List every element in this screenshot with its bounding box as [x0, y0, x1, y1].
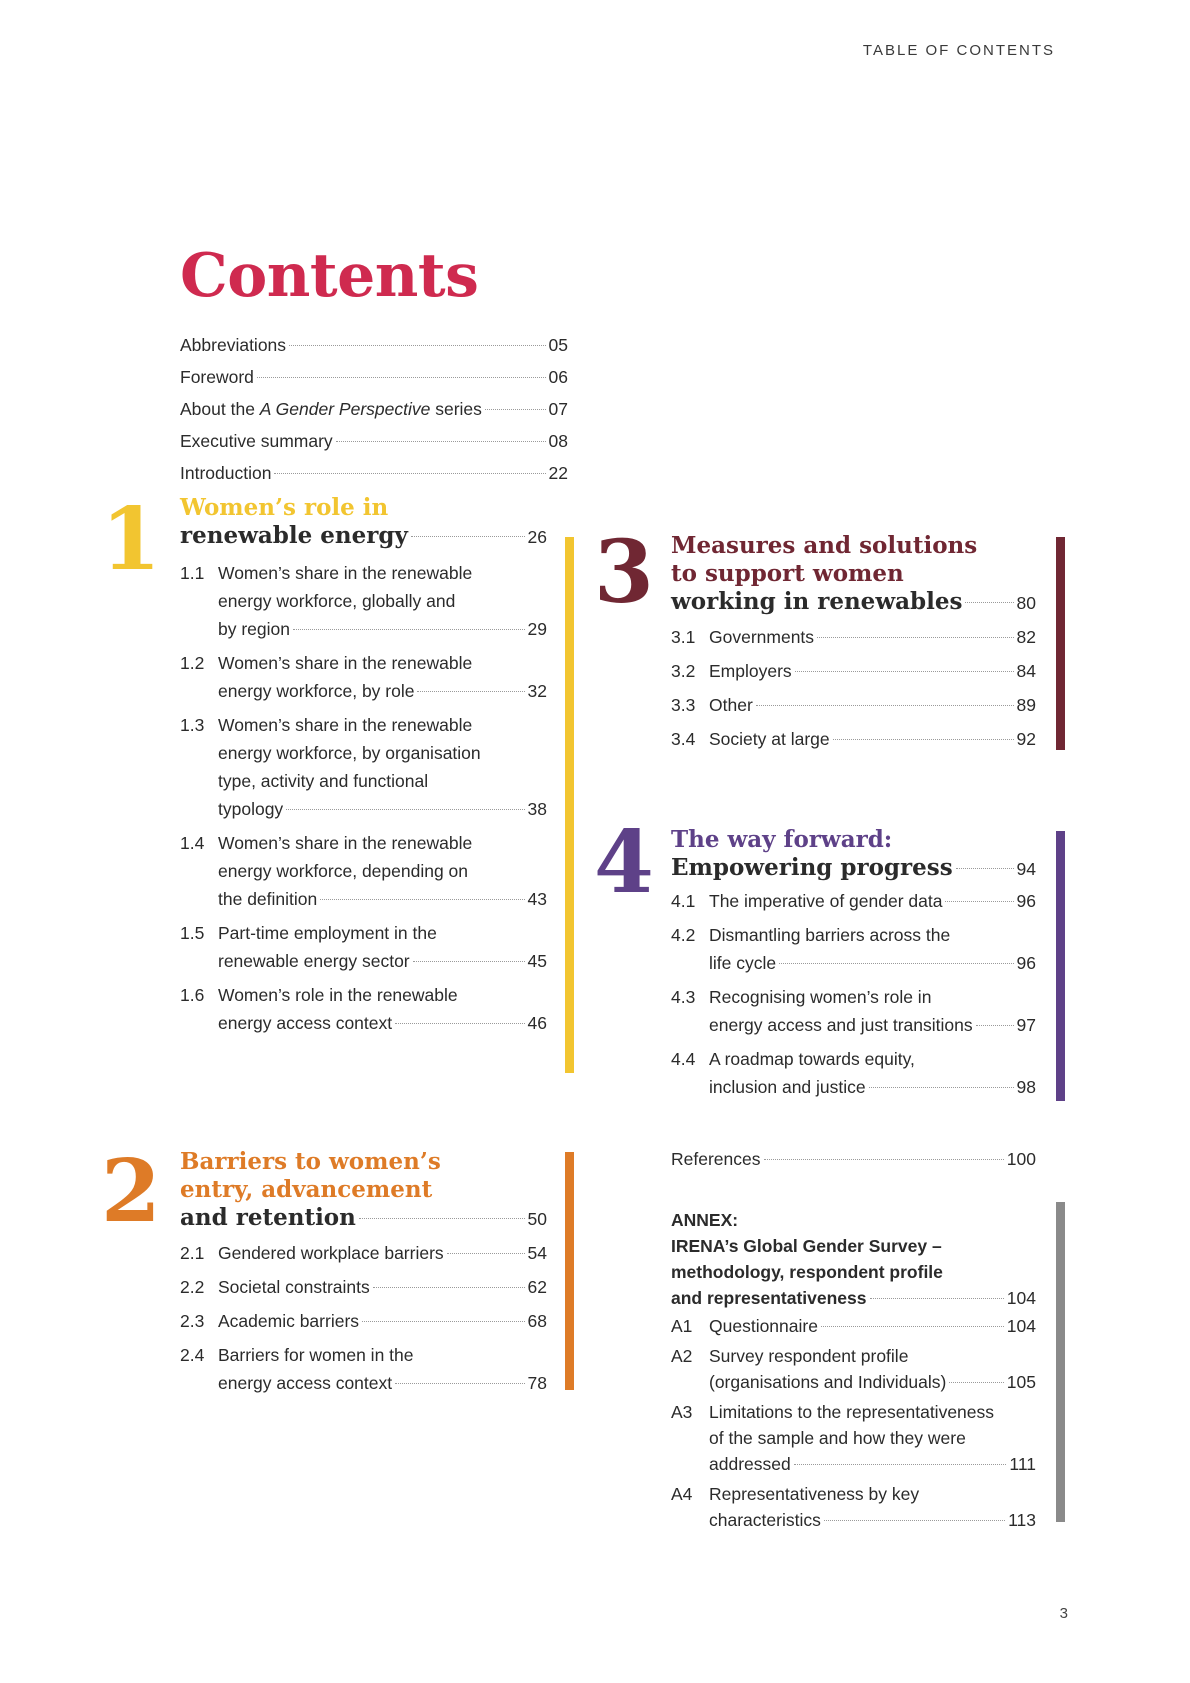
- toc-entry-references[interactable]: References 100: [671, 1146, 1036, 1172]
- page-ref: 22: [548, 463, 568, 483]
- page-ref: 29: [527, 619, 547, 639]
- chapter-4: [671, 826, 1036, 1101]
- toc-entry-3-3[interactable]: 3.3 Other 89: [671, 691, 1036, 719]
- page-ref: 104: [1006, 1316, 1036, 1336]
- running-head: TABLE OF CONTENTS: [862, 42, 1055, 59]
- page-ref: 32: [527, 681, 547, 701]
- page-ref: 84: [1016, 661, 1036, 681]
- page-ref: 100: [1006, 1149, 1036, 1169]
- page-ref: 08: [548, 431, 568, 451]
- toc-entry-a1[interactable]: A1 Questionnaire 104: [671, 1313, 1036, 1339]
- toc-entry-abbreviations[interactable]: Abbreviations 05: [180, 332, 568, 364]
- page-ref: 89: [1016, 695, 1036, 715]
- chapter-1-bar: [565, 537, 574, 1073]
- page-ref: 80: [1016, 593, 1036, 613]
- chapter-1-title[interactable]: Women’s role in renewable energy 26: [180, 494, 547, 549]
- page-ref: 07: [548, 399, 568, 419]
- annex-title[interactable]: ANNEX: IRENA’s Global Gender Survey – methodology, respondent profile and representativeness 104: [671, 1207, 1036, 1311]
- page-ref: 111: [1009, 1454, 1036, 1474]
- chapter-4-number: 4: [594, 812, 654, 913]
- page-ref: 68: [527, 1311, 547, 1331]
- page-ref: 38: [527, 799, 547, 819]
- page-ref: 78: [527, 1373, 547, 1393]
- toc-entry-4-3[interactable]: 4.3 Recognising women’s role in energy access and just transitions 97: [671, 983, 1036, 1039]
- chapter-1: [180, 494, 547, 1037]
- toc-entry-3-4[interactable]: 3.4 Society at large 92: [671, 725, 1036, 753]
- page-ref: 45: [527, 951, 547, 971]
- toc-entry-about-series[interactable]: About the A Gender Perspective series 07: [180, 396, 568, 428]
- toc-entry-1-4[interactable]: 1.4 Women’s share in the renewable energy workforce, depending on the definition 43: [180, 829, 547, 913]
- toc-entry-1-5[interactable]: 1.5 Part-time employment in the renewable energy sector 45: [180, 919, 547, 975]
- toc-entry-a4[interactable]: A4 Representativeness by key characteristics 113: [671, 1481, 1036, 1533]
- page-number: 3: [1059, 1605, 1068, 1622]
- chapter-1-number: 1: [101, 489, 161, 590]
- toc-entry-executive-summary[interactable]: Executive summary 08: [180, 428, 568, 460]
- page-ref: 82: [1016, 627, 1036, 647]
- annex-bar: [1056, 1202, 1065, 1522]
- toc-entry-introduction[interactable]: Introduction 22: [180, 460, 568, 492]
- prelims-list: [180, 332, 568, 492]
- page-ref: 43: [527, 889, 547, 909]
- toc-entry-4-4[interactable]: 4.4 A roadmap towards equity, inclusion and justice 98: [671, 1045, 1036, 1101]
- chapter-3-number: 3: [594, 522, 654, 623]
- page-ref: 05: [548, 335, 568, 355]
- chapter-2-bar: [565, 1152, 574, 1390]
- page-ref: 50: [527, 1209, 547, 1229]
- chapter-3-title[interactable]: Measures and solutions to support women working in renewables 80: [671, 532, 1036, 615]
- chapter-2-number: 2: [101, 1141, 161, 1242]
- toc-entry-1-2[interactable]: 1.2 Women’s share in the renewable energy workforce, by role 32: [180, 649, 547, 705]
- page-ref: 113: [1008, 1510, 1036, 1530]
- chapter-3: [671, 532, 1036, 753]
- page-ref: 105: [1006, 1372, 1036, 1392]
- chapter-4-bar: [1056, 831, 1065, 1101]
- chapter-4-title[interactable]: The way forward: Empowering progress 94: [671, 826, 1036, 881]
- toc-entry-4-1[interactable]: 4.1 The imperative of gender data 96: [671, 887, 1036, 915]
- toc-entry-1-6[interactable]: 1.6 Women’s role in the renewable energy access context 46: [180, 981, 547, 1037]
- page-ref: 54: [527, 1243, 547, 1263]
- toc-entry-1-1[interactable]: 1.1 Women’s share in the renewable energy workforce, globally and by region 29: [180, 559, 547, 643]
- annex: [671, 1207, 1036, 1533]
- toc-entry-2-4[interactable]: 2.4 Barriers for women in the energy access context 78: [180, 1341, 547, 1397]
- page-ref: 92: [1016, 729, 1036, 749]
- page-ref: 94: [1016, 859, 1036, 879]
- chapter-3-bar: [1056, 537, 1065, 750]
- page-ref: 104: [1006, 1288, 1036, 1308]
- toc-entry-2-1[interactable]: 2.1 Gendered workplace barriers 54: [180, 1239, 547, 1267]
- toc-entry-a2[interactable]: A2 Survey respondent profile (organisations and Individuals) 105: [671, 1343, 1036, 1395]
- toc-entry-1-3[interactable]: 1.3 Women’s share in the renewable energy workforce, by organisation type, activity and functional typology 38: [180, 711, 547, 823]
- page-ref: 98: [1016, 1077, 1036, 1097]
- toc-entry-a3[interactable]: A3 Limitations to the representativeness of the sample and how they were addressed 111: [671, 1399, 1036, 1477]
- page-ref: 96: [1016, 953, 1036, 973]
- toc-entry-2-3[interactable]: 2.3 Academic barriers 68: [180, 1307, 547, 1335]
- page-ref: 62: [527, 1277, 547, 1297]
- toc-entry-3-2[interactable]: 3.2 Employers 84: [671, 657, 1036, 685]
- chapter-2: [180, 1148, 547, 1397]
- page-title: Contents: [180, 241, 479, 311]
- page-ref: 06: [548, 367, 568, 387]
- chapter-2-title[interactable]: Barriers to women’s entry, advancement and retention 50: [180, 1148, 547, 1231]
- toc-entry-3-1[interactable]: 3.1 Governments 82: [671, 623, 1036, 651]
- toc-entry-4-2[interactable]: 4.2 Dismantling barriers across the life cycle 96: [671, 921, 1036, 977]
- page-ref: 96: [1016, 891, 1036, 911]
- page-ref: 26: [527, 527, 547, 547]
- toc-entry-foreword[interactable]: Foreword 06: [180, 364, 568, 396]
- toc-entry-2-2[interactable]: 2.2 Societal constraints 62: [180, 1273, 547, 1301]
- page-ref: 97: [1016, 1015, 1036, 1035]
- page-ref: 46: [527, 1013, 547, 1033]
